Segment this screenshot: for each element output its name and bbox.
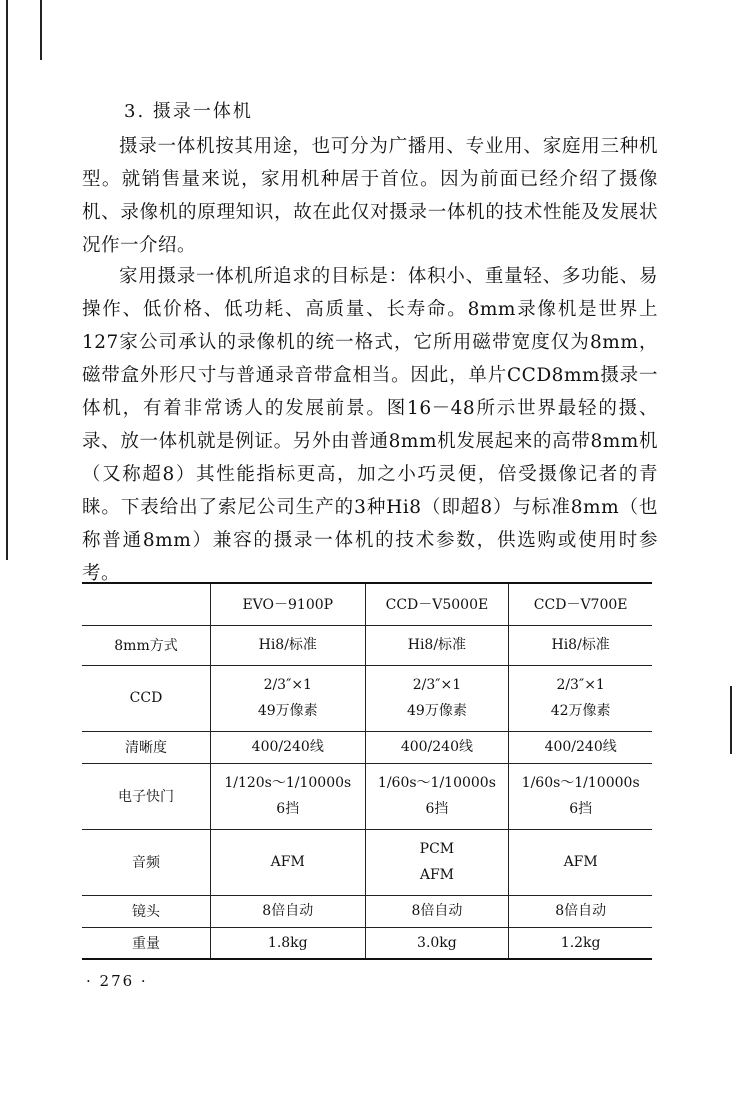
table-cell xyxy=(211,731,366,763)
row-label: 清晰度 xyxy=(82,731,211,763)
table-cell xyxy=(509,763,652,829)
cell-line: Hi8/标准 xyxy=(407,637,467,653)
cell-line: 8倍自动 xyxy=(555,903,607,919)
table-cell xyxy=(509,829,652,895)
table-cell xyxy=(211,829,366,895)
cell-line: 8倍自动 xyxy=(411,903,463,919)
cell-line: AFM xyxy=(419,867,454,883)
cell-line: 1.2kg xyxy=(560,934,601,951)
cell-line: 49万像素 xyxy=(257,703,318,719)
row-label: CCD xyxy=(82,665,211,731)
table-cell xyxy=(365,665,509,731)
spec-table xyxy=(82,582,652,960)
table-row xyxy=(82,731,652,763)
cell-line: 8倍自动 xyxy=(262,903,314,919)
table-row xyxy=(82,895,652,927)
table-cell xyxy=(211,763,366,829)
cell-line: 1.8kg xyxy=(267,934,308,951)
paragraph-1: 摄录一体机按其用途，也可分为广播用、专业用、家庭用三种机型。就销售量来说，家用机种居于首位。因为前面已经介绍了摄像机、录像机的原理知识，故在此仅对摄录一体机的技术性能及发展状况作一介绍。 xyxy=(82,136,658,256)
cell-line: 6挡 xyxy=(276,801,300,817)
cell-line: 3.0kg xyxy=(417,934,457,951)
row-label: 镜头 xyxy=(82,895,211,927)
table-cell xyxy=(211,927,366,959)
table-cell xyxy=(211,665,366,731)
cell-line: Hi8/标准 xyxy=(551,637,610,653)
table-cell xyxy=(365,625,509,665)
cell-line: PCM xyxy=(419,841,455,857)
cell-line: 400/240线 xyxy=(251,739,324,755)
header-cell-model: EVO－9100P xyxy=(211,583,366,625)
cell-line: 42万像素 xyxy=(550,703,611,719)
scan-edge-line-right xyxy=(730,686,732,754)
cell-line: Hi8/标准 xyxy=(258,637,317,653)
cell-line: 1/120s～1/10000s xyxy=(224,775,352,791)
cell-line: 400/240线 xyxy=(400,739,473,755)
row-label: 电子快门 xyxy=(82,763,211,829)
header-cell-empty xyxy=(82,583,211,625)
scan-edge-line-top xyxy=(40,0,42,60)
table-cell xyxy=(365,829,509,895)
cell-line: 6挡 xyxy=(569,801,593,817)
table-cell xyxy=(365,731,509,763)
table-header-row xyxy=(82,583,652,625)
row-label: 8mm方式 xyxy=(82,625,211,665)
table-row xyxy=(82,625,652,665)
table-cell xyxy=(509,665,652,731)
table-cell xyxy=(509,731,652,763)
table-cell xyxy=(365,763,509,829)
table-row xyxy=(82,829,652,895)
table-cell xyxy=(509,927,652,959)
page-number: · 276 · xyxy=(86,972,148,990)
cell-line: AFM xyxy=(563,854,598,870)
cell-line: 2/3″×1 xyxy=(412,677,462,693)
paragraph-2: 家用摄录一体机所追求的目标是：体积小、重量轻、多功能、易操作、低价格、低功耗、高质量、长寿命。8mm录像机是世界上127家公司承认的录像机的统一格式，它所用磁带宽度仅为8mm，磁带盒外形尺寸与普通录音带盒相当。因此，单片CCD8mm摄录一体机，有着非常诱人的发展前景。图16－48所示世界最轻的摄、录、放一体机就是例证。另外由普通8mm机发展起来的高带8mm机（又称超8）其性能指标更高，加之小巧灵便，倍受摄像记者的青睐。下表给出了索尼公司生产的3种Hi8（即超8）与标准8mm（也称普通8mm）兼容的摄录一体机的技术参数，供选购或使用时参考。 xyxy=(82,266,658,584)
cell-line: 1/60s～1/10000s xyxy=(377,775,496,791)
row-label: 音频 xyxy=(82,829,211,895)
section-heading: 3. 摄录一体机 xyxy=(124,101,253,122)
cell-line: 2/3″×1 xyxy=(263,677,312,693)
header-cell-model: CCD－V700E xyxy=(509,583,652,625)
table-cell xyxy=(365,895,509,927)
cell-line: 6挡 xyxy=(425,801,449,817)
cell-line: 400/240线 xyxy=(544,739,617,755)
header-cell-model: CCD－V5000E xyxy=(365,583,509,625)
row-label: 重量 xyxy=(82,927,211,959)
table-cell xyxy=(509,895,652,927)
table-row xyxy=(82,927,652,959)
cell-line: 49万像素 xyxy=(407,703,467,719)
cell-line: 2/3″×1 xyxy=(556,677,605,693)
cell-line: AFM xyxy=(270,854,305,870)
table-cell xyxy=(509,625,652,665)
table-cell xyxy=(365,927,509,959)
table-row xyxy=(82,665,652,731)
cell-line: 1/60s～1/10000s xyxy=(521,775,640,791)
table-row xyxy=(82,763,652,829)
scan-edge-line-left xyxy=(6,0,8,560)
table-cell xyxy=(211,895,366,927)
table-cell xyxy=(211,625,366,665)
